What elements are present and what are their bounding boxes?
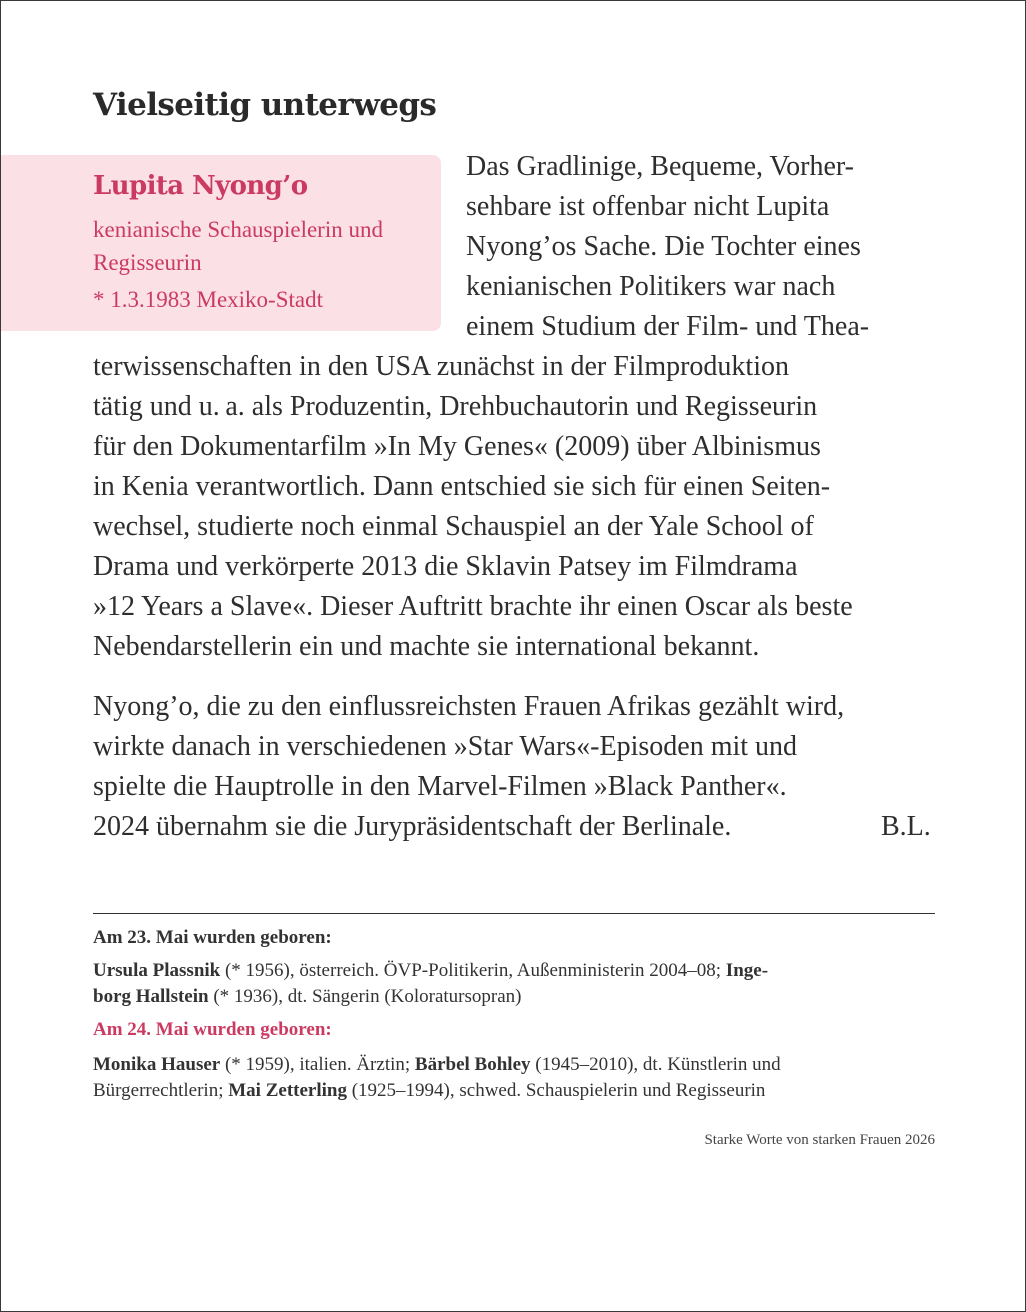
body-line: spielte die Hauptrolle in den Marvel-Filmen »Black Panther«. (93, 771, 787, 802)
body-line: Das Gradlinige, Bequeme, Vorher- (466, 151, 854, 182)
body-line: Drama und verkörperte 2013 die Sklavin Patsey im Filmdrama (93, 551, 798, 582)
body-line: für den Dokumentarfilm »In My Genes« (2009) über Albinismus (93, 431, 821, 462)
profile-role: kenianische Schauspielerin und Regisseurin (93, 217, 383, 275)
footer-caption: Starke Worte von starken Frauen 2026 (704, 1132, 935, 1148)
profile-name: Lupita Nyong’o (93, 171, 308, 201)
person-name: Ursula Plassnik (93, 960, 221, 981)
page-title: Vielseitig unterwegs (93, 87, 437, 123)
body-line: 2024 übernahm sie die Jurypräsidentschaft der Berlinale. (93, 811, 732, 842)
body-line: Nyong’o, die zu den einflussreichsten Frauen Afrikas gezählt wird, (93, 691, 845, 722)
body-line: wirkte danach in verschiedenen »Star Wars«-Episoden mit und (93, 731, 798, 762)
person-name: Inge- (725, 960, 769, 981)
profile-birth: * 1.3.1983 Mexiko-Stadt (93, 287, 323, 312)
person-name: Mai Zetterling (228, 1080, 347, 1101)
body-line: einem Studium der Film- und Thea- (466, 311, 870, 342)
body-line: terwissenschaften in den USA zunächst in der Filmproduktion (93, 351, 789, 382)
body-line: Nebendarstellerin ein und machte sie international bekannt. (93, 631, 760, 662)
author-initials: B.L. (881, 811, 931, 842)
births-heading-may-24: Am 24. Mai wurden geboren: (93, 1019, 332, 1040)
person-name: Monika Hauser (93, 1054, 221, 1075)
body-line: »12 Years a Slave«. Dieser Auftritt brachte ihr einen Oscar als beste (93, 591, 853, 622)
births-line: Bürgerrechtlerin; Mai Zetterling (1925–1994), schwed. Schauspielerin und Regisseurin (93, 1080, 766, 1101)
body-line: kenianischen Politikers war nach (466, 271, 836, 302)
births-line: borg Hallstein (* 1936), dt. Sängerin (Koloratursopran) (93, 986, 522, 1007)
births-line: Monika Hauser (* 1959), italien. Ärztin; Bärbel Bohley (1945–2010), dt. Künstlerin und (93, 1054, 781, 1075)
body-line: tätig und u. a. als Produzentin, Drehbuchautorin und Regisseurin (93, 391, 818, 422)
body-line: sehbare ist offenbar nicht Lupita (466, 191, 830, 222)
body-line: Nyong’os Sache. Die Tochter eines (466, 231, 861, 262)
divider (93, 913, 935, 914)
person-name: borg Hallstein (93, 986, 209, 1007)
births-heading-may-23: Am 23. Mai wurden geboren: (93, 927, 332, 948)
person-name: Bärbel Bohley (414, 1054, 531, 1075)
births-line: Ursula Plassnik (* 1956), österreich. ÖVP-Politikerin, Außenministerin 2004–08; Inge- (93, 960, 769, 981)
body-line: in Kenia verantwortlich. Dann entschied sie sich für einen Seiten- (93, 471, 831, 502)
body-line: wechsel, studierte noch einmal Schauspiel an der Yale School of (93, 511, 814, 542)
